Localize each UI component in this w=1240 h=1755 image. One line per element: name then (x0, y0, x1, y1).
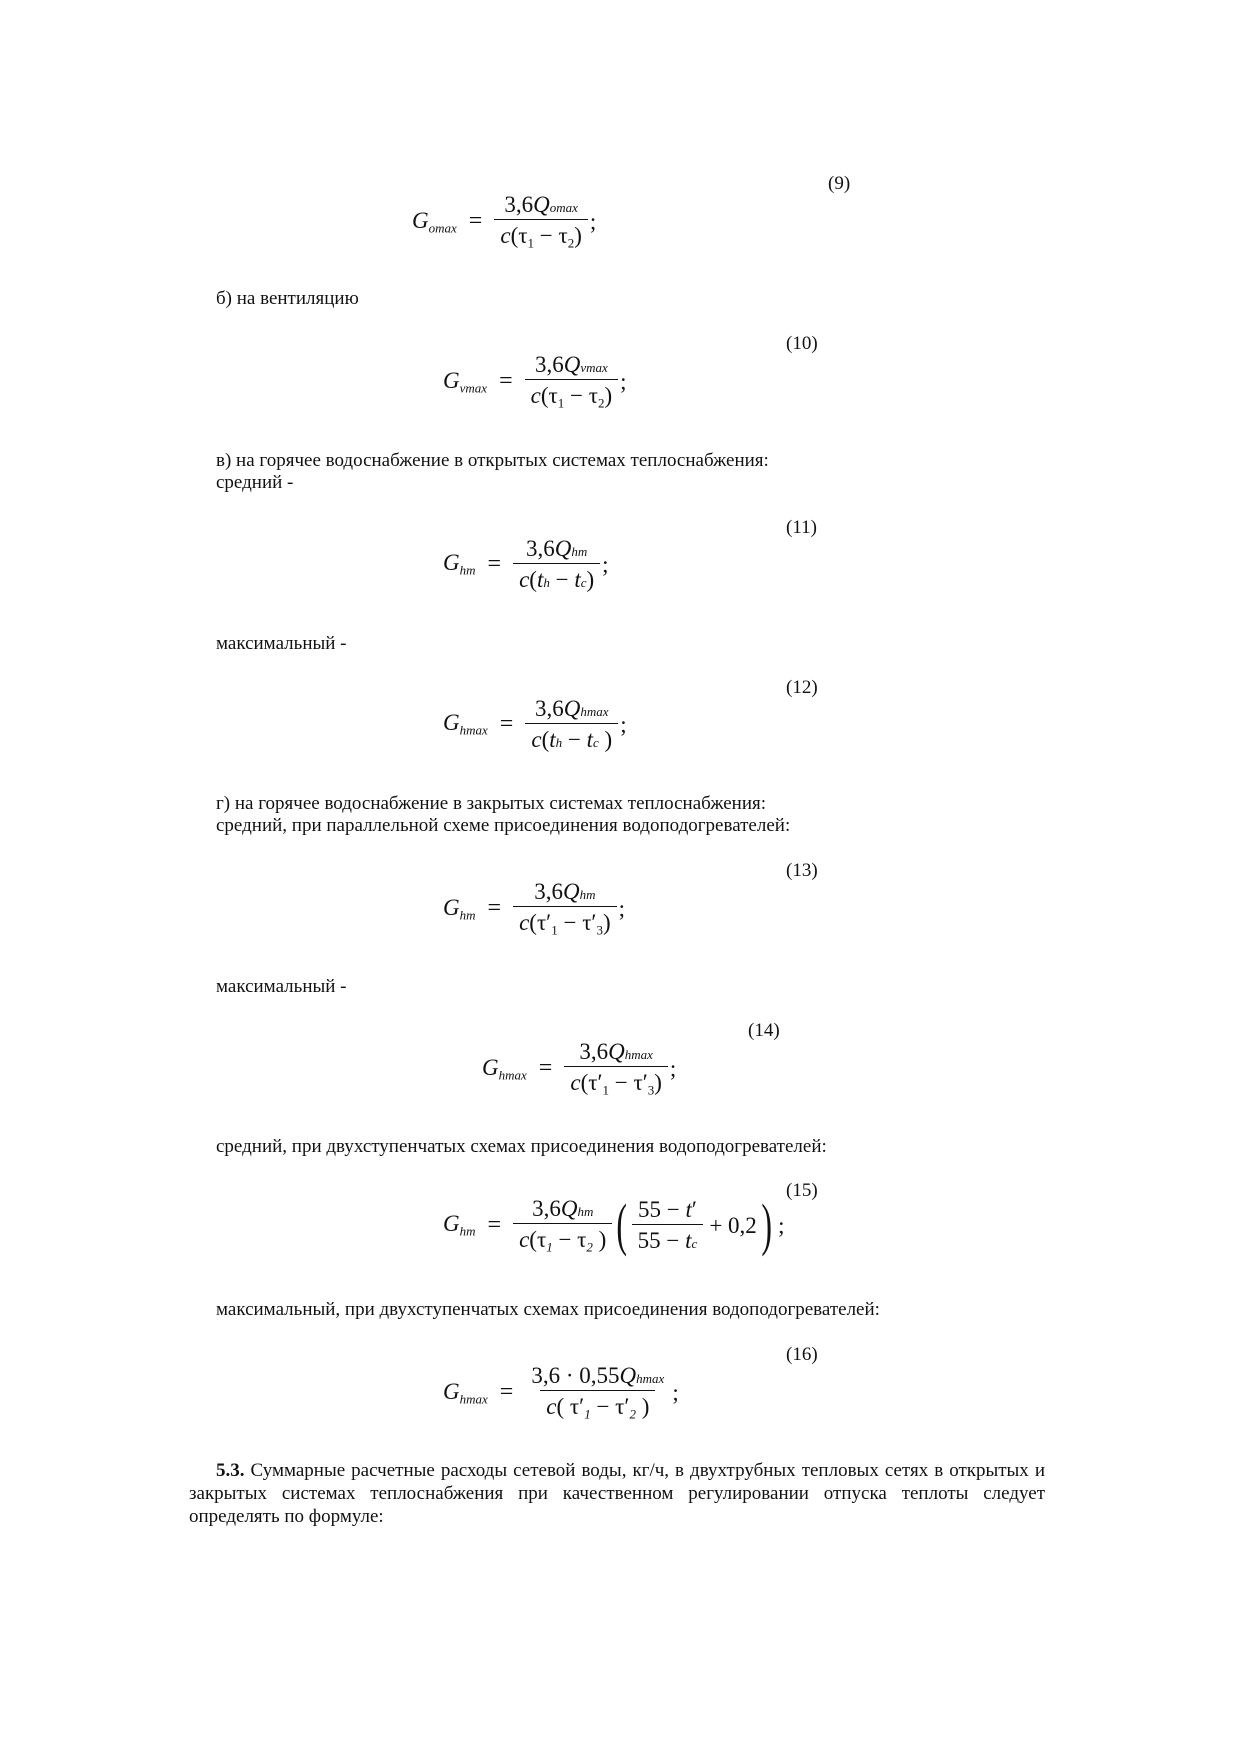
label-maximum-closed: максимальный - (216, 976, 347, 997)
section-number: 5.3. (216, 1460, 245, 1481)
equation-number-15: (15) (786, 1180, 818, 1201)
equation-number-11: (11) (786, 517, 817, 538)
formula-9: $G_{omax}$ = $\frac{3,6Qomax}{c(\tau_1 - \tau_2)}$ ; (412, 192, 597, 251)
equation-number-13: (13) (786, 860, 818, 881)
formula-12: $G_{hmax}$ = $\frac{3,6Qhmax}{c(th - tc )}$ ; (443, 696, 627, 752)
section-text: Суммарные расчетные расходы сетевой воды, кг/ч, в двухтрубных тепловых сетях в открытых и закрытых системах теплоснабжения при качественном регулировании отпуска теплоты следует определять по формуле: (189, 1460, 1045, 1527)
equation-number-9: (9) (828, 173, 851, 194)
label-hot-closed: г) на горячее водоснабжение в закрытых системах теплоснабжения: (216, 793, 767, 814)
label-two-stage-average: средний, при двухступенчатых схемах присоединения водоподогревателей: (216, 1136, 827, 1157)
formula-16: $G_{hmax}$ = $\frac{3,6 \cdot 0,55Qhmax}{c( \tau'_1 - \tau'_2 )}$ ; (443, 1363, 679, 1422)
label-hot-open: в) на горячее водоснабжение в открытых системах теплоснабжения: (216, 450, 769, 471)
label-average-open: средний - (216, 472, 294, 493)
section-5-3-paragraph (189, 1459, 1045, 1528)
equation-number-16: (16) (786, 1344, 818, 1365)
formula-13: $G_{hm}$ = $\frac{\text{3,6Qhm}}{c(\tau'_1 - \tau'_3)}$ ; (443, 879, 626, 938)
formula-15: $G_{hm}$ = $\frac{\text{3,6Qhm}}{c(\tau_1 - \tau_2 )}$ ( $\frac{55 - t'}{55 - tc}$ + 0,2 ) ; (443, 1192, 785, 1257)
formula-11: $G_{hm}$ = $\frac{\text{3,6Qhm}}{c(th - tc)}$ ; (443, 536, 609, 592)
formula-10: $G_{vmax}$ = $\frac{3,6Qvmax}{c(\tau_1 - \tau_2)}$ ; (443, 352, 627, 411)
equation-number-10: (10) (786, 333, 818, 354)
formula-14: $G_{hmax}$ = $\frac{3,6Qhmax}{c(\tau'_1 - \tau'_3)}$ ; (482, 1039, 677, 1098)
label-ventilation: б) на вентиляцию (216, 288, 359, 309)
label-two-stage-maximum: максимальный, при двухступенчатых схемах присоединения водоподогревателей: (216, 1299, 880, 1320)
label-maximum-open: максимальный - (216, 633, 347, 654)
label-average-parallel: средний, при параллельной схеме присоединения водоподогревателей: (216, 815, 791, 836)
equation-number-12: (12) (786, 677, 818, 698)
equation-number-14: (14) (748, 1020, 780, 1041)
